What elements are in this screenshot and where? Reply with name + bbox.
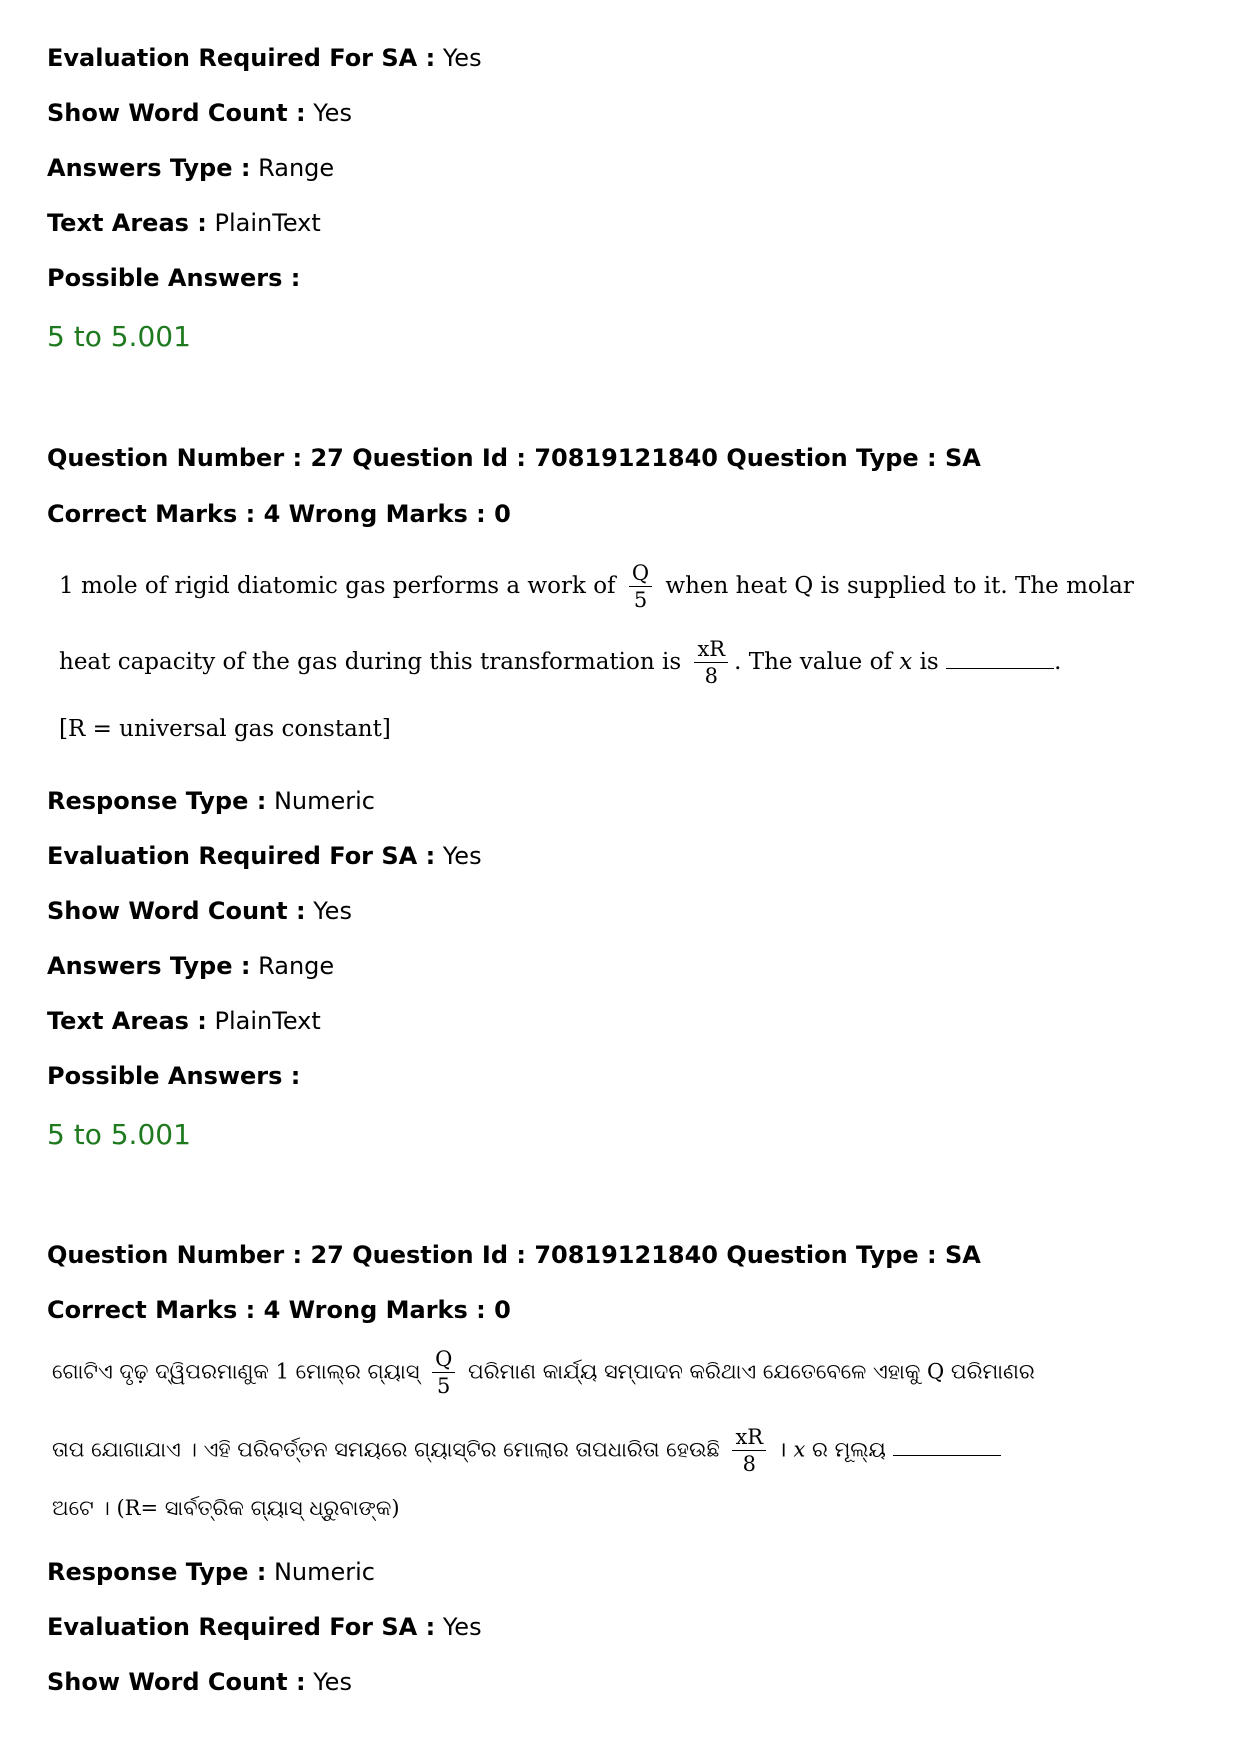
evaluation-required-row: Evaluation Required For SA : Yes [47, 842, 482, 870]
answer-blank [893, 1437, 1001, 1456]
response-type-row: Response Type : Numeric [47, 787, 375, 815]
evaluation-required-row: Evaluation Required For SA : Yes [47, 44, 482, 72]
question-marks: Correct Marks : 4 Wrong Marks : 0 [47, 500, 511, 528]
question-marks: Correct Marks : 4 Wrong Marks : 0 [47, 1296, 511, 1324]
show-word-count-row: Show Word Count : Yes [47, 897, 352, 925]
question-header: Question Number : 27 Question Id : 70819121840 Question Type : SA [47, 1241, 981, 1269]
fraction-xr-over-8: $\frac{xR}{8}$ [694, 636, 728, 690]
possible-answers-label: Possible Answers : [47, 1062, 301, 1090]
show-word-count-row: Show Word Count : Yes [47, 99, 352, 127]
answers-type-row: Answers Type : Range [47, 952, 335, 980]
question-text-line-3: [R = universal gas constant] [59, 716, 391, 742]
answers-type-row: Answers Type : Range [47, 154, 335, 182]
fraction-xr-over-8: $\frac{xR}{8}$ [732, 1424, 766, 1478]
text-areas-row: Text Areas : PlainText [47, 209, 321, 237]
question-text-line-2: heat capacity of the gas during this transformation is $\frac{xR}{8}$ . The value of x is . [59, 637, 1062, 689]
possible-answer: 5 to 5.001 [47, 1118, 191, 1151]
question-text-line-2: ତାପ ଯୋଗାଯାଏ । ଏହି ପରିବର୍ତ୍ତନ ସମୟରେ ଗ୍ୟାସ୍‌ଟିର ମୋଲାର ତାପଧାରିତା ହେଉଛି $\frac{xR}{8}$ । x ର ମୂଲ୍ୟ [52, 1424, 1001, 1478]
possible-answers-label: Possible Answers : [47, 264, 301, 292]
question-text-line-1: 1 mole of rigid diatomic gas performs a work of $\frac{Q}{5}$ when heat Q is supplied to it. The molar [59, 561, 1134, 613]
evaluation-required-row: Evaluation Required For SA : Yes [47, 1613, 482, 1641]
response-type-row: Response Type : Numeric [47, 1558, 375, 1586]
question-header: Question Number : 27 Question Id : 70819121840 Question Type : SA [47, 444, 981, 472]
fraction-q-over-5: $\frac{Q}{5}$ [629, 560, 652, 614]
answer-blank [946, 650, 1054, 669]
possible-answer: 5 to 5.001 [47, 320, 191, 353]
text-areas-row: Text Areas : PlainText [47, 1007, 321, 1035]
fraction-q-over-5: $\frac{Q}{5}$ [432, 1346, 455, 1400]
question-text-line-3: ଅଟେ । (R= ସାର୍ବତ୍ରିକ ଗ୍ୟାସ୍ ଧ୍ରୁବାଙ୍କ) [52, 1496, 400, 1520]
question-text-line-1: ଗୋଟିଏ ଦୃଢ଼ ଦ୍ୱିପରମାଣୁକ 1 ମୋଲ୍‌ର ଗ୍ୟାସ୍ $\frac{Q}{5}$ ପରିମାଣ କାର୍ଯ୍ୟ ସମ୍ପାଦନ କରିଥାଏ ଯେତେବେଳେ ଏହାକୁ Q ପରିମାଣର [52, 1347, 1035, 1399]
show-word-count-row: Show Word Count : Yes [47, 1668, 352, 1696]
